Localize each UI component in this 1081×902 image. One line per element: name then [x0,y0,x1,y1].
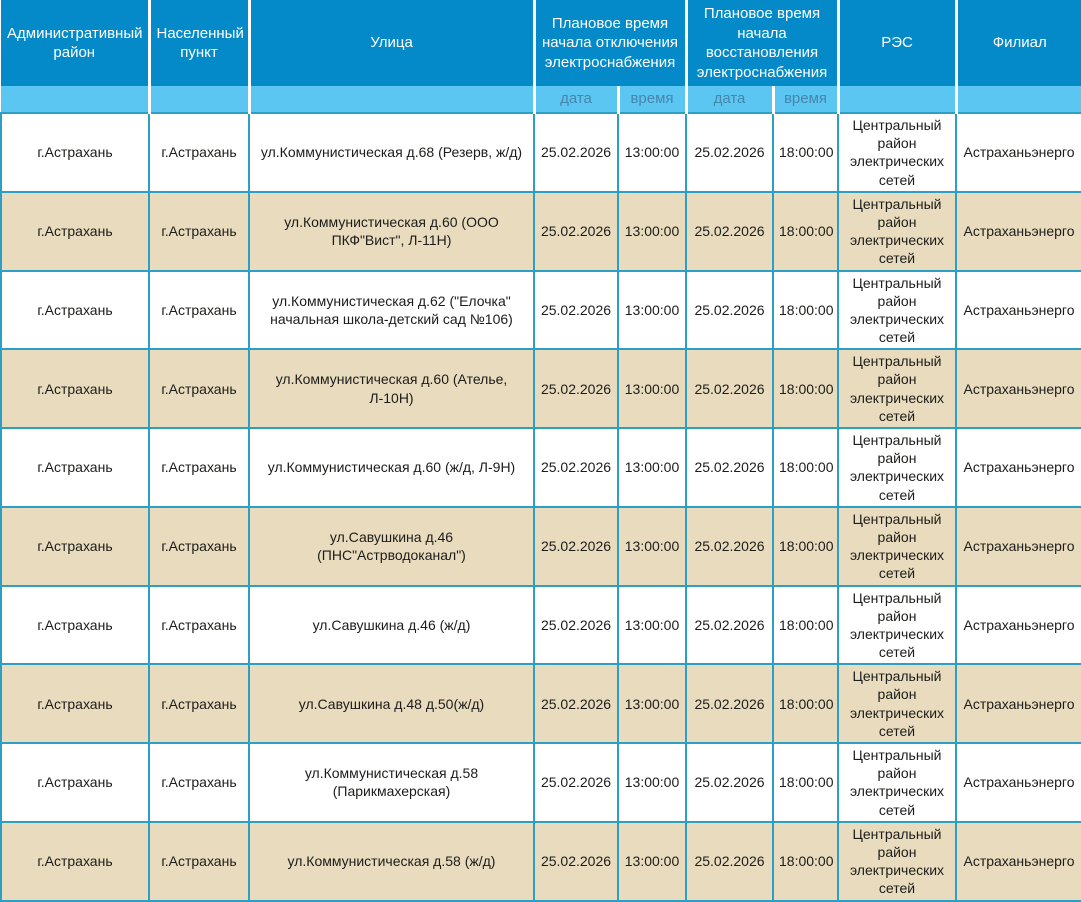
outage-date-cell: 25.02.2026 [534,349,618,428]
restore-date-cell: 25.02.2026 [686,507,773,586]
restore-time-cell: 18:00:00 [773,664,838,743]
district-cell: г.Астрахань [1,743,149,822]
restore-date-cell: 25.02.2026 [686,822,773,901]
res-cell: Центральный район электрических сетей [838,349,956,428]
table-row [1,192,1081,271]
restore-time-cell: 18:00:00 [773,349,838,428]
district-cell: г.Астрахань [1,113,149,192]
outage-date-cell: 25.02.2026 [534,743,618,822]
subheader-outage-time: время [618,86,686,113]
subheader-spacer [149,86,249,113]
restore-date-cell: 25.02.2026 [686,664,773,743]
header-res: РЭС [838,0,956,86]
settlement-cell: г.Астрахань [149,664,249,743]
branch-cell: Астраханьэнерго [956,586,1081,665]
branch-cell: Астраханьэнерго [956,192,1081,271]
district-cell: г.Астрахань [1,428,149,507]
street-cell: ул.Коммунистическая д.60 (ж/д, Л-9Н) [249,428,534,507]
header-branch: Филиал [956,0,1081,86]
outage-time-cell: 13:00:00 [618,428,686,507]
table-row [1,113,1081,192]
restore-date-cell: 25.02.2026 [686,428,773,507]
subheader-restore-date: дата [686,86,773,113]
street-cell: ул.Коммунистическая д.60 (ООО ПКФ"Вист", Л-11Н) [249,192,534,271]
district-cell: г.Астрахань [1,822,149,901]
restore-time-cell: 18:00:00 [773,428,838,507]
outage-date-cell: 25.02.2026 [534,192,618,271]
district-cell: г.Астрахань [1,586,149,665]
restore-time-cell: 18:00:00 [773,271,838,350]
subheader-spacer [1,86,149,113]
restore-date-cell: 25.02.2026 [686,743,773,822]
res-cell: Центральный район электрических сетей [838,586,956,665]
restore-date-cell: 25.02.2026 [686,271,773,350]
street-cell: ул.Коммунистическая д.68 (Резерв, ж/д) [249,113,534,192]
branch-cell: Астраханьэнерго [956,349,1081,428]
street-cell: ул.Савушкина д.46 (ПНС"Астрводоканал") [249,507,534,586]
res-cell: Центральный район электрических сетей [838,507,956,586]
outage-date-cell: 25.02.2026 [534,822,618,901]
restore-time-cell: 18:00:00 [773,507,838,586]
res-cell: Центральный район электрических сетей [838,822,956,901]
table-row [1,664,1081,743]
table-row [1,822,1081,901]
res-cell: Центральный район электрических сетей [838,192,956,271]
restore-time-cell: 18:00:00 [773,113,838,192]
table-header [1,0,1081,113]
table-row [1,271,1081,350]
header-restore-group: Плановое время начала восстановления электроснабжения [686,0,838,86]
branch-cell: Астраханьэнерго [956,743,1081,822]
district-cell: г.Астрахань [1,507,149,586]
subheader-spacer [249,86,534,113]
outage-date-cell: 25.02.2026 [534,664,618,743]
restore-date-cell: 25.02.2026 [686,192,773,271]
branch-cell: Астраханьэнерго [956,507,1081,586]
settlement-cell: г.Астрахань [149,507,249,586]
outage-time-cell: 13:00:00 [618,192,686,271]
outage-time-cell: 13:00:00 [618,822,686,901]
settlement-cell: г.Астрахань [149,192,249,271]
street-cell: ул.Коммунистическая д.58 (Парикмахерская) [249,743,534,822]
header-street: Улица [249,0,534,86]
outage-date-cell: 25.02.2026 [534,507,618,586]
settlement-cell: г.Астрахань [149,349,249,428]
branch-cell: Астраханьэнерго [956,822,1081,901]
settlement-cell: г.Астрахань [149,822,249,901]
restore-time-cell: 18:00:00 [773,192,838,271]
restore-date-cell: 25.02.2026 [686,113,773,192]
outage-time-cell: 13:00:00 [618,664,686,743]
subheader-restore-time: время [773,86,838,113]
table-row [1,507,1081,586]
street-cell: ул.Коммунистическая д.60 (Ателье, Л-10Н) [249,349,534,428]
subheader-spacer [956,86,1081,113]
header-settlement: Населенный пункт [149,0,249,86]
restore-time-cell: 18:00:00 [773,743,838,822]
settlement-cell: г.Астрахань [149,428,249,507]
outage-date-cell: 25.02.2026 [534,428,618,507]
street-cell: ул.Савушкина д.46 (ж/д) [249,586,534,665]
table-row [1,428,1081,507]
branch-cell: Астраханьэнерго [956,664,1081,743]
res-cell: Центральный район электрических сетей [838,743,956,822]
restore-time-cell: 18:00:00 [773,586,838,665]
subheader-row [1,86,1081,113]
table-row [1,743,1081,822]
district-cell: г.Астрахань [1,349,149,428]
outage-time-cell: 13:00:00 [618,349,686,428]
outage-date-cell: 25.02.2026 [534,586,618,665]
subheader-spacer [838,86,956,113]
header-district: Административный район [1,0,149,86]
outage-time-cell: 13:00:00 [618,113,686,192]
branch-cell: Астраханьэнерго [956,271,1081,350]
street-cell: ул.Савушкина д.48 д.50(ж/д) [249,664,534,743]
res-cell: Центральный район электрических сетей [838,428,956,507]
branch-cell: Астраханьэнерго [956,113,1081,192]
outage-date-cell: 25.02.2026 [534,113,618,192]
settlement-cell: г.Астрахань [149,113,249,192]
header-outage-group: Плановое время начала отключения электроснабжения [534,0,686,86]
restore-date-cell: 25.02.2026 [686,586,773,665]
street-cell: ул.Коммунистическая д.62 ("Елочка" начальная школа-детский сад №106) [249,271,534,350]
district-cell: г.Астрахань [1,664,149,743]
subheader-outage-date: дата [534,86,618,113]
restore-time-cell: 18:00:00 [773,822,838,901]
outage-time-cell: 13:00:00 [618,271,686,350]
district-cell: г.Астрахань [1,271,149,350]
branch-cell: Астраханьэнерго [956,428,1081,507]
header-row [1,0,1081,86]
res-cell: Центральный район электрических сетей [838,664,956,743]
res-cell: Центральный район электрических сетей [838,271,956,350]
table-body [1,113,1081,901]
street-cell: ул.Коммунистическая д.58 (ж/д) [249,822,534,901]
outage-time-cell: 13:00:00 [618,743,686,822]
settlement-cell: г.Астрахань [149,271,249,350]
settlement-cell: г.Астрахань [149,743,249,822]
outage-time-cell: 13:00:00 [618,507,686,586]
table-row [1,349,1081,428]
table-row [1,586,1081,665]
restore-date-cell: 25.02.2026 [686,349,773,428]
settlement-cell: г.Астрахань [149,586,249,665]
district-cell: г.Астрахань [1,192,149,271]
outage-date-cell: 25.02.2026 [534,271,618,350]
outage-time-cell: 13:00:00 [618,586,686,665]
res-cell: Центральный район электрических сетей [838,113,956,192]
